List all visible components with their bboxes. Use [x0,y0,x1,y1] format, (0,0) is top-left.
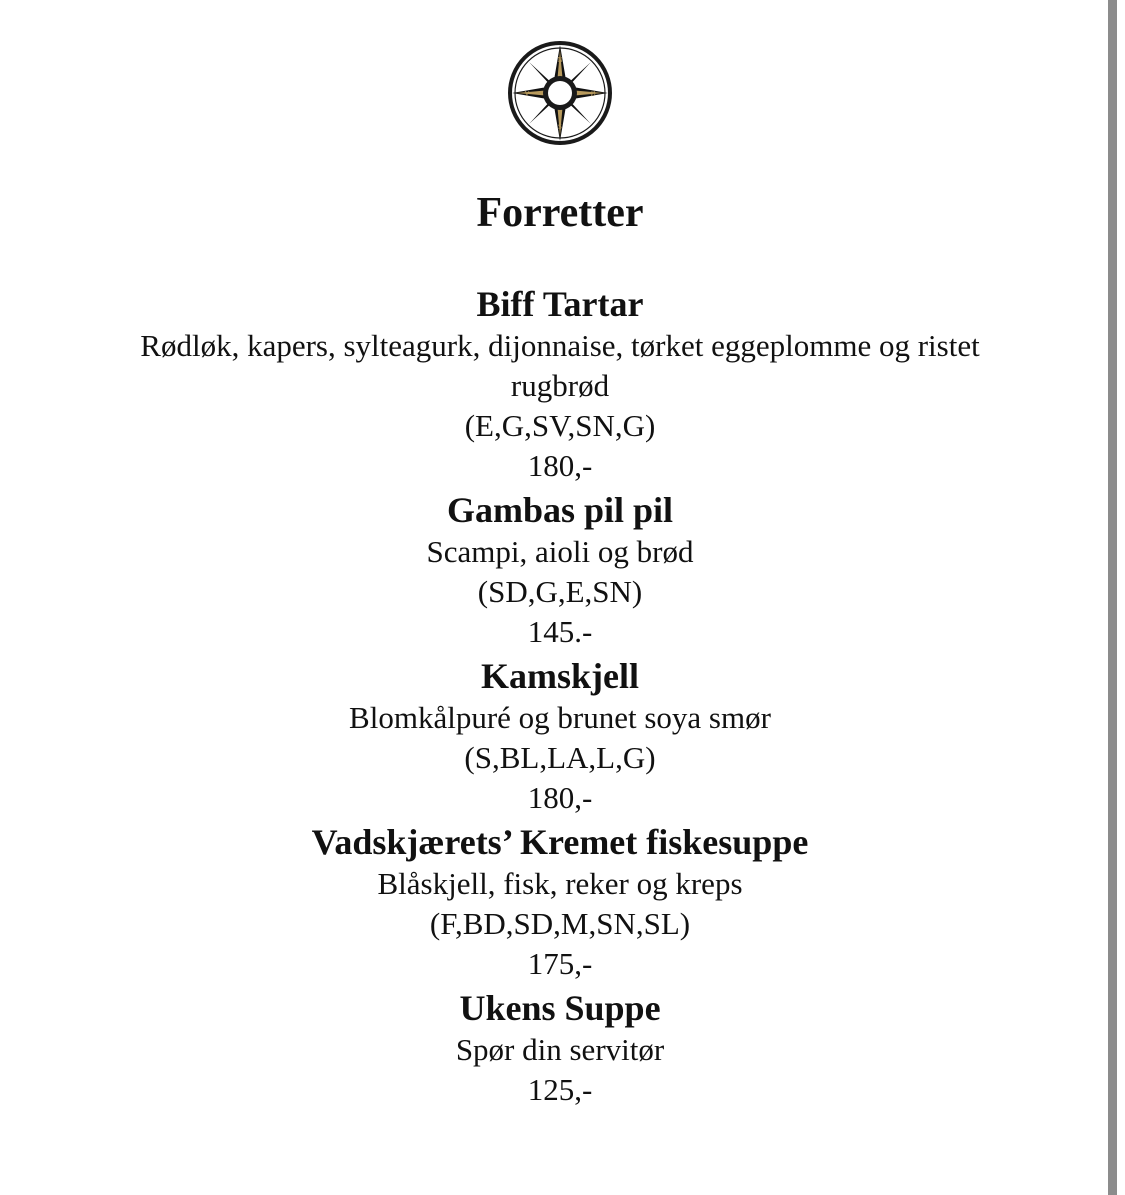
section-title: Forretter [476,190,644,236]
menu-item [0,820,1120,984]
menu-item [0,488,1120,652]
dish-description: Rødløk, kapers, sylteagurk, dijonnaise, tørket eggeplomme og ristet rugbrød [140,328,980,403]
menu-item [0,986,1120,1110]
logo-letter-v: V [524,90,530,98]
menu-item [0,282,1120,486]
dish-name: Kamskjell [481,656,639,696]
dish-price: 145.- [527,614,593,649]
logo-letter-n: N [557,56,563,64]
dish-price: 125,- [527,1072,593,1107]
dish-description: Blomkålpuré og brunet soya smør [349,700,771,735]
dish-name: Gambas pil pil [446,490,674,530]
dish-allergens: (F,BD,SD,M,SN,SL) [429,906,691,941]
scrollbar[interactable] [1108,0,1117,1195]
dish-description: Scampi, aioli og brød [426,534,694,569]
dish-price: 180,- [527,448,593,483]
dish-allergens: (S,BL,LA,L,G) [464,740,656,775]
dish-price: 175,- [527,946,593,981]
dish-allergens: (SD,G,E,SN) [477,574,643,609]
dish-allergens: (E,G,SV,SN,G) [464,408,656,443]
compass-rose-icon [507,40,613,146]
menu-item [0,654,1120,818]
menu-content [0,186,1120,1112]
dish-description: Blåskjell, fisk, reker og kreps [377,866,743,901]
dish-name: Biff Tartar [476,284,644,324]
logo-letter-o: Ø [590,90,596,98]
logo-letter-s: S [558,123,562,131]
dish-name: Ukens Suppe [459,988,661,1028]
dish-price: 180,- [527,780,593,815]
dish-description: Spør din servitør [455,1032,665,1067]
dish-name: Vadskjærets’ Kremet fiskesuppe [311,822,809,862]
